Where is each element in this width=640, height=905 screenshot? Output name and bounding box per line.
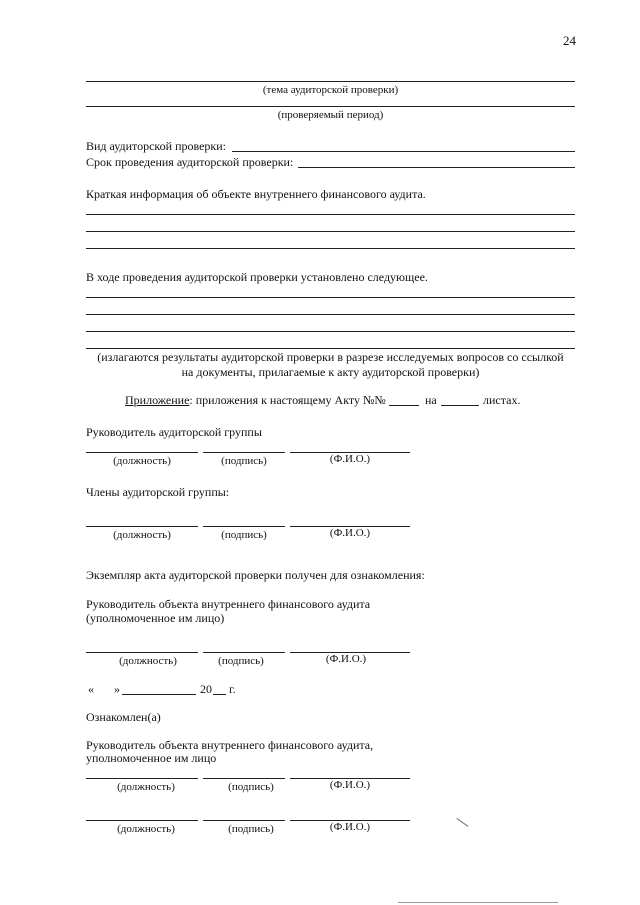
audit-type-label: Вид аудиторской проверки: xyxy=(86,139,227,153)
audit-term-line[interactable] xyxy=(298,167,575,168)
group-head-signature-line[interactable] xyxy=(203,452,285,453)
group-members-label: Члены аудиторской группы: xyxy=(86,485,230,499)
group-members-name-caption: (Ф.И.О.) xyxy=(329,527,371,539)
audit-term-label: Срок проведения аудиторской проверки: xyxy=(86,155,294,169)
object-head-signature-caption: (подпись) xyxy=(218,655,264,667)
extra-position-line[interactable] xyxy=(86,820,198,821)
period-line xyxy=(86,106,575,107)
object-head-line-1: Руководитель объекта внутреннего финансового аудита xyxy=(86,597,371,611)
extra-name-caption: (Ф.И.О.) xyxy=(329,821,371,833)
findings-note-line-1: (излагаются результаты аудиторской проверки в разрезе исследуемых вопросов со ссылкой xyxy=(97,350,564,364)
appendix-text: : приложения к настоящему Акту №№ xyxy=(189,393,386,407)
group-head-label: Руководитель аудиторской группы xyxy=(86,425,262,439)
group-members-position-line[interactable] xyxy=(86,526,198,527)
group-head-signature-caption: (подпись) xyxy=(221,455,267,467)
appendix-number-line[interactable] xyxy=(389,405,419,406)
acquainted-label: Ознакомлен(а) xyxy=(86,710,161,724)
object-head2-position-line[interactable] xyxy=(86,778,198,779)
group-members-signature-line[interactable] xyxy=(203,526,285,527)
findings-heading: В ходе проведения аудиторской проверки установлено следующее. xyxy=(86,270,428,284)
audit-type-line[interactable] xyxy=(232,151,575,152)
appendix-on: на xyxy=(425,393,437,407)
findings-line-4[interactable] xyxy=(86,348,575,349)
bottom-edge-line xyxy=(398,902,558,903)
object-head2-line-1: Руководитель объекта внутреннего финансового аудита, xyxy=(86,738,374,752)
findings-line-1[interactable] xyxy=(86,297,575,298)
date-year-line[interactable] xyxy=(213,694,226,695)
date-open-quote: « xyxy=(88,682,94,696)
group-head-position-line[interactable] xyxy=(86,452,198,453)
group-head-name-caption: (Ф.И.О.) xyxy=(329,453,371,465)
object-head-line-2: (уполномоченное им лицо) xyxy=(86,611,225,625)
object-info-line-3[interactable] xyxy=(86,248,575,249)
date-month-line[interactable] xyxy=(122,694,196,695)
date-suffix: г. xyxy=(229,682,236,696)
object-head2-position-caption: (должность) xyxy=(117,781,175,793)
date-year-prefix: 20 xyxy=(200,682,212,696)
object-info-line-2[interactable] xyxy=(86,231,575,232)
object-info-line-1[interactable] xyxy=(86,214,575,215)
topic-caption: (тема аудиторской проверки) xyxy=(262,84,399,96)
appendix-row xyxy=(125,393,386,408)
findings-note-line-2: на документы, прилагаемые к акту аудиторской проверки) xyxy=(181,365,480,379)
findings-line-2[interactable] xyxy=(86,314,575,315)
extra-signature-line[interactable] xyxy=(203,820,285,821)
topic-line xyxy=(86,81,575,82)
findings-line-3[interactable] xyxy=(86,331,575,332)
appendix-sheets-line[interactable] xyxy=(441,405,479,406)
object-head2-line-2: уполномоченное им лицо xyxy=(86,751,217,765)
extra-position-caption: (должность) xyxy=(117,823,175,835)
page-number: 24 xyxy=(563,33,576,48)
object-head2-signature-line[interactable] xyxy=(203,778,285,779)
object-head2-name-caption: (Ф.И.О.) xyxy=(329,779,371,791)
object-head2-signature-caption: (подпись) xyxy=(228,781,274,793)
date-close-quote: » xyxy=(114,682,120,696)
object-info-heading: Краткая информация об объекте внутреннего финансового аудита. xyxy=(86,187,426,201)
extra-signature-caption: (подпись) xyxy=(228,823,274,835)
object-head-position-caption: (должность) xyxy=(119,655,177,667)
copy-received-label: Экземпляр акта аудиторской проверки получен для ознакомления: xyxy=(86,568,425,582)
scan-mark xyxy=(456,818,468,827)
period-caption: (проверяемый период) xyxy=(277,109,384,121)
group-head-position-caption: (должность) xyxy=(113,455,171,467)
group-members-position-caption: (должность) xyxy=(113,529,171,541)
group-members-signature-caption: (подпись) xyxy=(221,529,267,541)
object-head-position-line[interactable] xyxy=(86,652,198,653)
appendix-label: Приложение xyxy=(125,393,190,407)
appendix-sheets: листах. xyxy=(483,393,521,407)
object-head-name-caption: (Ф.И.О.) xyxy=(325,653,367,665)
object-head-signature-line[interactable] xyxy=(203,652,285,653)
